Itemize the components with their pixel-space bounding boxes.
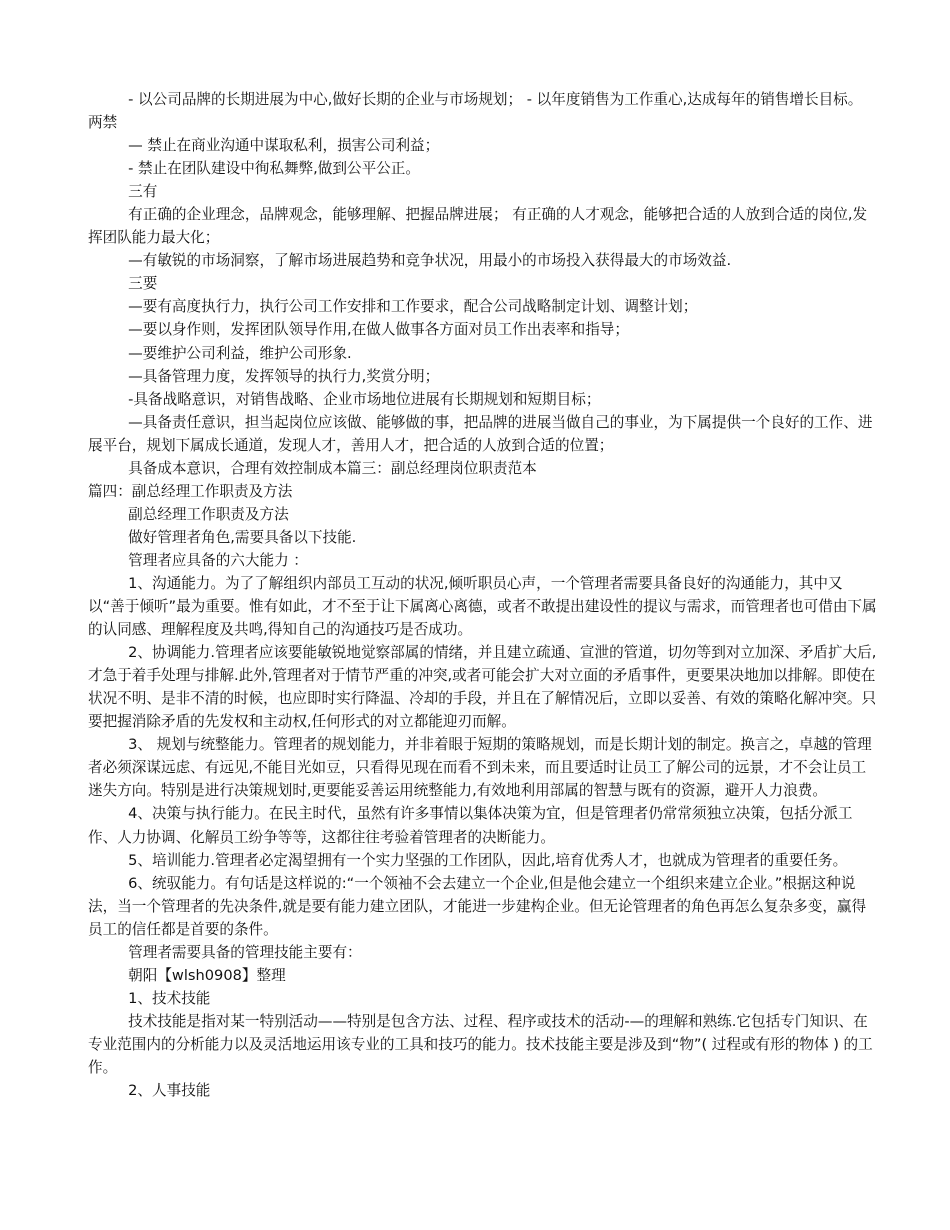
chapter-heading-part-four: 篇四：副总经理工作职责及方法 [88, 482, 293, 500]
paragraph-management-skills-intro: 管理者需要具备的管理技能主要有： [128, 943, 362, 961]
paragraph-correct-concepts: 有正确的企业理念，品牌观念，能够理解、把握品牌进展； 有正确的人才观念，能够把合适的人放到合适的岗位,发挥团队能力最大化； [88, 206, 868, 247]
paragraph-strategic-awareness: -具备战略意识，对销售战略、企业市场地位进展有长期规划和短期目标； [128, 390, 601, 408]
paragraph-market-insight: —有敏锐的市场洞察，了解市场进展趋势和竞争状况，用最小的市场投入获得最大的市场效益. [128, 252, 732, 270]
paragraph-responsibility: —具备责任意识，担当起岗位应该做、能够做的事，把品牌的进展当做自己的事业，为下属提供一个良好的工作、进展平台，规划下属成长通道，发现人才，善用人才，把合适的人放到合适的位置； [88, 413, 873, 454]
paragraph-coordination-ability: 2、协调能力.管理者应该要能敏锐地觉察部属的情绪，并且建立疏通、宣泄的管道，切勿等到对立加深、矛盾扩大后,才急于着手处理与排解.此外,管理者对于情节严重的冲突,或者可能会扩大对立面的矛盾事件，更要果决地加以排解。即使在状况不明、是非不清的时候，也应即时实行降温、冷却的手段，并且在了解情况后，立即以妥善、有效的策略化解冲突。只要把握消除矛盾的先发权和主动权,任何形式的对立都能迎刃而解。 [88, 644, 877, 731]
paragraph-prohibition-1: — 禁止在商业沟通中谋取私利，损害公司利益； [128, 137, 440, 155]
paragraph-technical-skill-heading: 1、技术技能 [128, 989, 211, 1007]
section-heading-three-haves: 三有 [128, 183, 158, 201]
paragraph-six-abilities-intro: 管理者应具备的六大能力 ： [128, 551, 308, 569]
paragraph-management-strength: —具备管理力度，发挥领导的执行力,奖赏分明； [128, 367, 440, 385]
paragraph-manager-role: 做好管理者角色,需要具备以下技能. [128, 528, 357, 546]
paragraph-prohibition-2: - 禁止在团队建设中徇私舞弊,做到公平公正。 [128, 160, 420, 178]
paragraph-decision-ability: 4、决策与执行能力。在民主时代，虽然有许多事情以集体决策为宜，但是管理者仍常常须独立决策，包括分派工作、人力协调、化解员工纷争等等，这都往往考验着管理者的决断能力。 [88, 805, 853, 846]
paragraph-communication-ability: 1、沟通能力。为了了解组织内部员工互动的状况,倾听职员心声，一个管理者需要具备良好的沟通能力，其中又以“善于倾听”最为重要。惟有如此，才不至于让下属离心离德，或者不敢提出建设性的提议与需求，而管理者也可借由下属的认同感、理解程度及共鸣,得知自己的沟通技巧是否成功。 [88, 574, 877, 639]
paragraph-execution: —要有高度执行力，执行公司工作安排和工作要求，配合公司战略制定计划、调整计划； [128, 298, 698, 316]
paragraph-training-ability: 5、培训能力.管理者必定渴望拥有一个实力坚强的工作团队，因此,培育优秀人才，也就成为管理者的重要任务。 [128, 851, 848, 869]
paragraph-brand-planning: - 以公司品牌的长期进展为中心,做好长期的企业与市场规划； - 以年度销售为工作重心,达成每年的销售增长目标。 两禁 [88, 91, 863, 132]
document-body [88, 88, 878, 1102]
paragraph-protect-company: —要维护公司利益，维护公司形象. [128, 344, 352, 362]
paragraph-cost-awareness: 具备成本意识，合理有效控制成本篇三：副总经理岗位职责范本 [128, 459, 537, 477]
paragraph-planning-ability: 3、 规划与统整能力。管理者的规划能力，并非着眼于短期的策略规划，而是长期计划的制定。换言之，卓越的管理者必须深谋远虑、有远见,不能目光如豆，只看得见现在而看不到未来，而且要适时让员工了解公司的远景，才不会让员工迷失方向。特别是进行决策规划时,更要能妥善运用统整能力,有效地利用部属的智慧与既有的资源，避开人力浪费。 [88, 736, 872, 800]
paragraph-lead-by-example: —要以身作则，发挥团队领导作用,在做人做事各方面对员工作出表率和指导； [128, 321, 629, 339]
paragraph-personnel-skill-heading: 2、人事技能 [128, 1082, 211, 1100]
paragraph-technical-skill-description: 技术技能是指对某一特别活动——特别是包含方法、过程、程序或技术的活动-—的理解和熟练.它包括专门知识、在专业范围内的分析能力以及灵活地运用该专业的工具和技巧的能力。技术技能主要是涉及到“物”( 过程或有形的物体 ) 的工作。 [88, 1012, 873, 1076]
paragraph-source-note: 朝阳【wlsh0908】整理 [128, 966, 286, 984]
document-title: 副总经理工作职责及方法 [128, 505, 289, 523]
paragraph-leadership-ability: 6、统驭能力。有句话是这样说的:“一个领袖不会去建立一个企业,但是他会建立一个组织来建立企业。”根据这种说法，当一个管理者的先决条件,就是要有能力建立团队，才能进一步建构企业。但无论管理者的角色再怎么复杂多变，赢得员工的信任都是首要的条件。 [88, 874, 867, 938]
section-heading-three-musts: 三要 [128, 275, 158, 293]
